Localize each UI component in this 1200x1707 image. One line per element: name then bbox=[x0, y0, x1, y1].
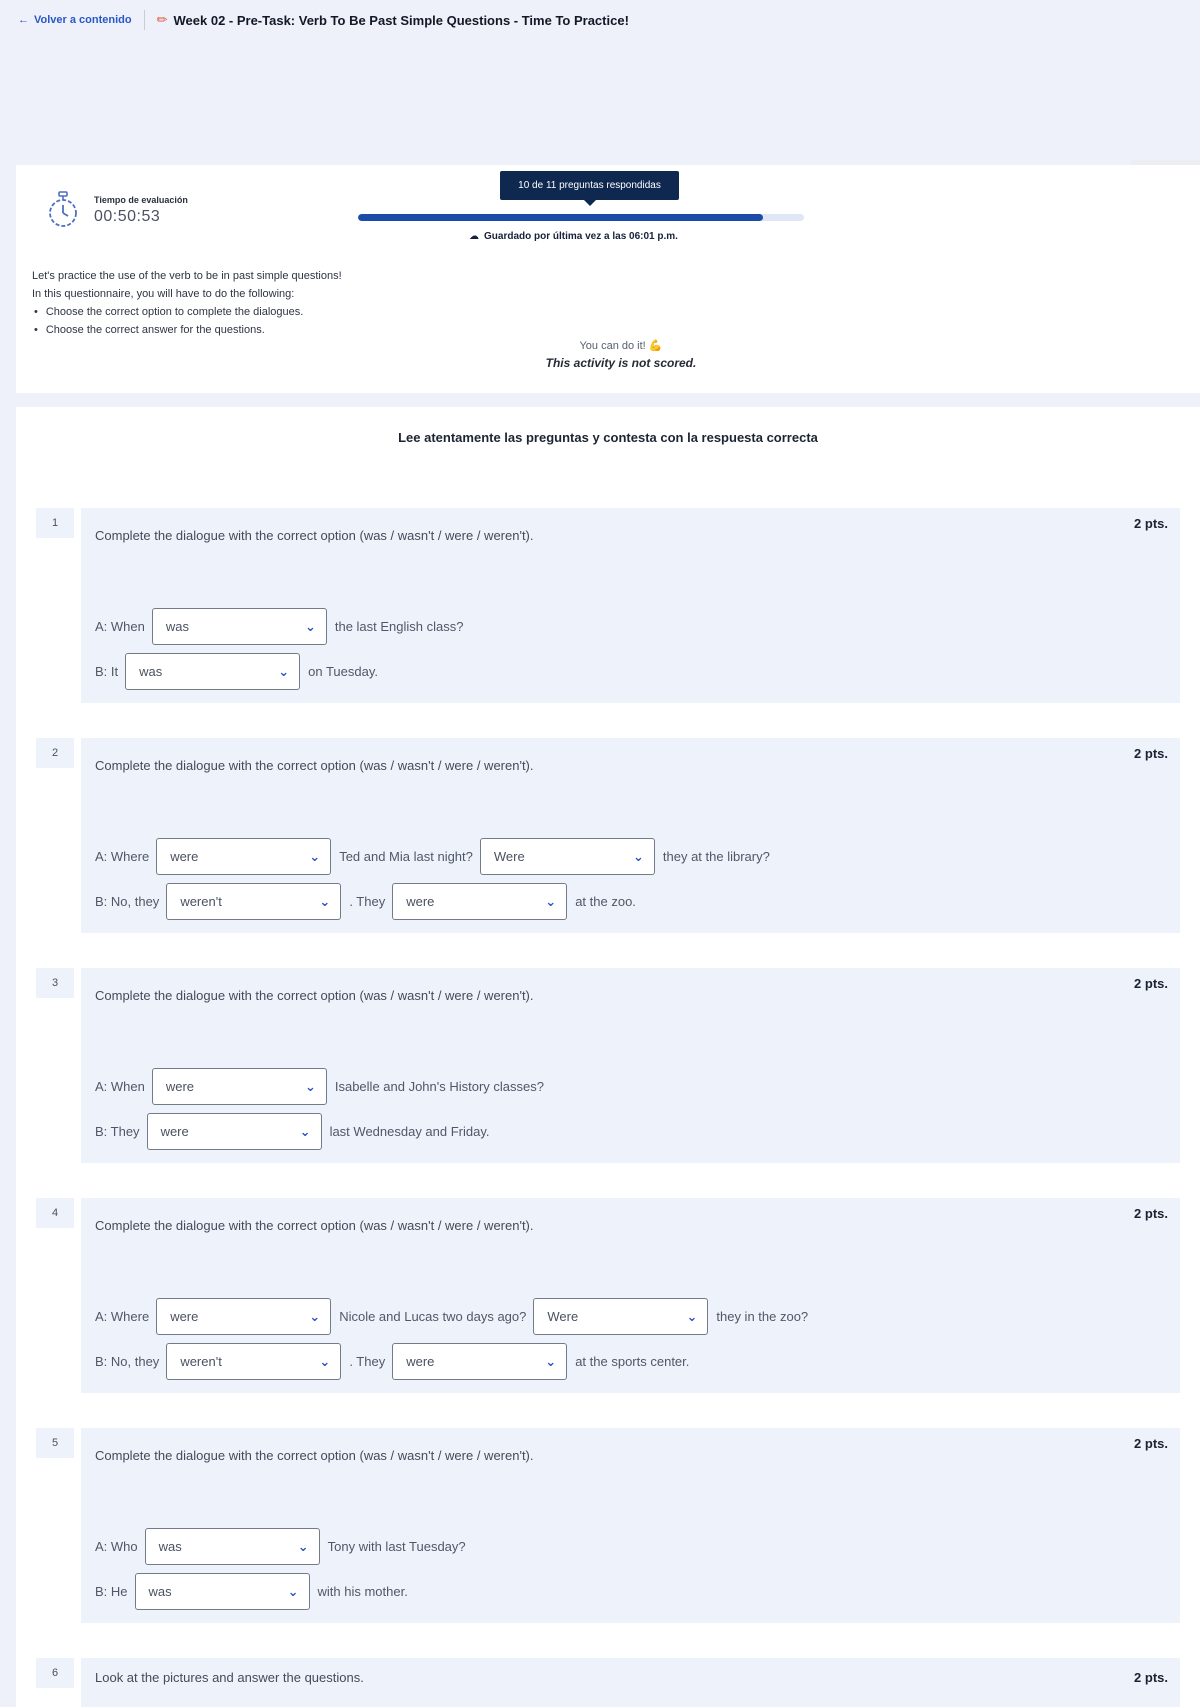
page-title: ✏ Week 02 - Pre-Task: Verb To Be Past Simple Questions - Time To Practice! bbox=[156, 12, 629, 28]
dialogue-line-a: A: Where were ⌄ Ted and Mia last night? Were ⌄ they at the library? bbox=[95, 838, 770, 875]
cloud-icon: ☁ bbox=[469, 231, 479, 242]
question-prompt: Look at the pictures and answer the questions. bbox=[95, 1670, 364, 1685]
answer-select[interactable]: were ⌄ bbox=[392, 883, 567, 920]
progress-bar-fill bbox=[358, 214, 763, 221]
dialogue-line-a: A: Where were ⌄ Nicole and Lucas two days ago? Were ⌄ they in the zoo? bbox=[95, 1298, 808, 1335]
instructions: Lee atentamente las preguntas y contesta con la respuesta correcta bbox=[398, 430, 818, 445]
answer-select[interactable]: were ⌄ bbox=[147, 1113, 322, 1150]
intro-text: Let's practice the use of the verb to be in past simple questions! In this questionnaire, you will have to do the following: • Choose the correct option to complete the dialogues. • Choose the correct answer for the questions. bbox=[32, 267, 342, 339]
timer-label: Tiempo de evaluación bbox=[94, 194, 188, 205]
chevron-down-icon: ⌄ bbox=[309, 848, 321, 864]
chevron-down-icon: ⌄ bbox=[304, 618, 316, 634]
dialogue-line-b: B: No, they weren't ⌄ . They were ⌄ at the sports center. bbox=[95, 1343, 689, 1380]
answer-select[interactable]: was ⌄ bbox=[135, 1573, 310, 1610]
chevron-down-icon: ⌄ bbox=[319, 893, 331, 909]
chevron-down-icon: ⌄ bbox=[545, 893, 557, 909]
question-points: 2 pts. bbox=[1134, 516, 1168, 531]
answer-select[interactable]: Were ⌄ bbox=[533, 1298, 708, 1335]
chevron-down-icon: ⌄ bbox=[304, 1078, 316, 1094]
arrow-left-icon: ← bbox=[18, 14, 29, 26]
question-number: 6 bbox=[36, 1658, 74, 1688]
answer-select[interactable]: weren't ⌄ bbox=[166, 1343, 341, 1380]
answer-select[interactable]: were ⌄ bbox=[156, 1298, 331, 1335]
chevron-down-icon: ⌄ bbox=[299, 1123, 311, 1139]
answer-select[interactable]: was ⌄ bbox=[152, 608, 327, 645]
question-prompt: Complete the dialogue with the correct option (was / wasn't / were / weren't). bbox=[95, 528, 534, 543]
divider bbox=[144, 10, 145, 30]
top-bar bbox=[0, 0, 1200, 40]
answer-select[interactable]: Were ⌄ bbox=[480, 838, 655, 875]
not-scored-note: This activity is not scored. bbox=[545, 356, 697, 370]
question-number: 4 bbox=[36, 1198, 74, 1228]
back-to-content-link[interactable]: ← Volver a contenido bbox=[18, 14, 132, 26]
timer bbox=[46, 191, 188, 229]
dialogue-line-a: A: Who was ⌄ Tony with last Tuesday? bbox=[95, 1528, 466, 1565]
question-points: 2 pts. bbox=[1134, 976, 1168, 991]
pencil-icon: ✏ bbox=[156, 12, 168, 27]
question-prompt: Complete the dialogue with the correct option (was / wasn't / were / weren't). bbox=[95, 758, 534, 773]
chevron-down-icon: ⌄ bbox=[632, 848, 644, 864]
question-prompt: Complete the dialogue with the correct option (was / wasn't / were / weren't). bbox=[95, 988, 534, 1003]
chevron-down-icon: ⌄ bbox=[287, 1583, 299, 1599]
question-points: 2 pts. bbox=[1134, 1436, 1168, 1451]
question-points: 2 pts. bbox=[1134, 746, 1168, 761]
answer-select[interactable]: were ⌄ bbox=[156, 838, 331, 875]
dialogue-line-b: B: It was ⌄ on Tuesday. bbox=[95, 653, 378, 690]
questions-card bbox=[16, 407, 1200, 1707]
dialogue-line-a: A: When was ⌄ the last English class? bbox=[95, 608, 463, 645]
question-2 bbox=[81, 738, 1180, 933]
saved-status: ☁ Guardado por última vez a las 06:01 p.m. bbox=[469, 231, 678, 242]
answer-select[interactable]: were ⌄ bbox=[392, 1343, 567, 1380]
chevron-down-icon: ⌄ bbox=[319, 1353, 331, 1369]
dialogue-line-a: A: When were ⌄ Isabelle and John's History classes? bbox=[95, 1068, 544, 1105]
answer-select[interactable]: was ⌄ bbox=[145, 1528, 320, 1565]
intro-bullet: • Choose the correct option to complete the dialogues. bbox=[32, 303, 342, 321]
stopwatch-icon bbox=[46, 191, 80, 229]
question-prompt: Complete the dialogue with the correct option (was / wasn't / were / weren't). bbox=[95, 1448, 534, 1463]
dialogue-line-b: B: He was ⌄ with his mother. bbox=[95, 1573, 408, 1610]
answer-select[interactable]: weren't ⌄ bbox=[166, 883, 341, 920]
chevron-down-icon: ⌄ bbox=[686, 1308, 698, 1324]
progress-bar bbox=[358, 214, 804, 221]
question-5 bbox=[81, 1428, 1180, 1623]
timer-value: 00:50:53 bbox=[94, 207, 161, 225]
question-number: 2 bbox=[36, 738, 74, 768]
question-points: 2 pts. bbox=[1134, 1206, 1168, 1221]
progress-tooltip: 10 de 11 preguntas respondidas bbox=[500, 171, 679, 200]
question-number: 3 bbox=[36, 968, 74, 998]
question-3 bbox=[81, 968, 1180, 1163]
chevron-down-icon: ⌄ bbox=[297, 1538, 309, 1554]
question-prompt: Complete the dialogue with the correct option (was / wasn't / were / weren't). bbox=[95, 1218, 534, 1233]
question-points: 2 pts. bbox=[1134, 1670, 1168, 1685]
question-6 bbox=[81, 1658, 1180, 1707]
answer-select[interactable]: was ⌄ bbox=[125, 653, 300, 690]
question-1 bbox=[81, 508, 1180, 703]
assessment-header bbox=[16, 165, 1200, 393]
dialogue-line-b: B: No, they weren't ⌄ . They were ⌄ at the zoo. bbox=[95, 883, 636, 920]
chevron-down-icon: ⌄ bbox=[545, 1353, 557, 1369]
answer-select[interactable]: were ⌄ bbox=[152, 1068, 327, 1105]
encouragement: You can do it! 💪 This activity is not scored. bbox=[496, 339, 746, 370]
question-number: 1 bbox=[36, 508, 74, 538]
chevron-down-icon: ⌄ bbox=[309, 1308, 321, 1324]
intro-bullet: • Choose the correct answer for the questions. bbox=[32, 321, 342, 339]
dialogue-line-b: B: They were ⌄ last Wednesday and Friday. bbox=[95, 1113, 490, 1150]
chevron-down-icon: ⌄ bbox=[278, 663, 290, 679]
question-4 bbox=[81, 1198, 1180, 1393]
question-number: 5 bbox=[36, 1428, 74, 1458]
